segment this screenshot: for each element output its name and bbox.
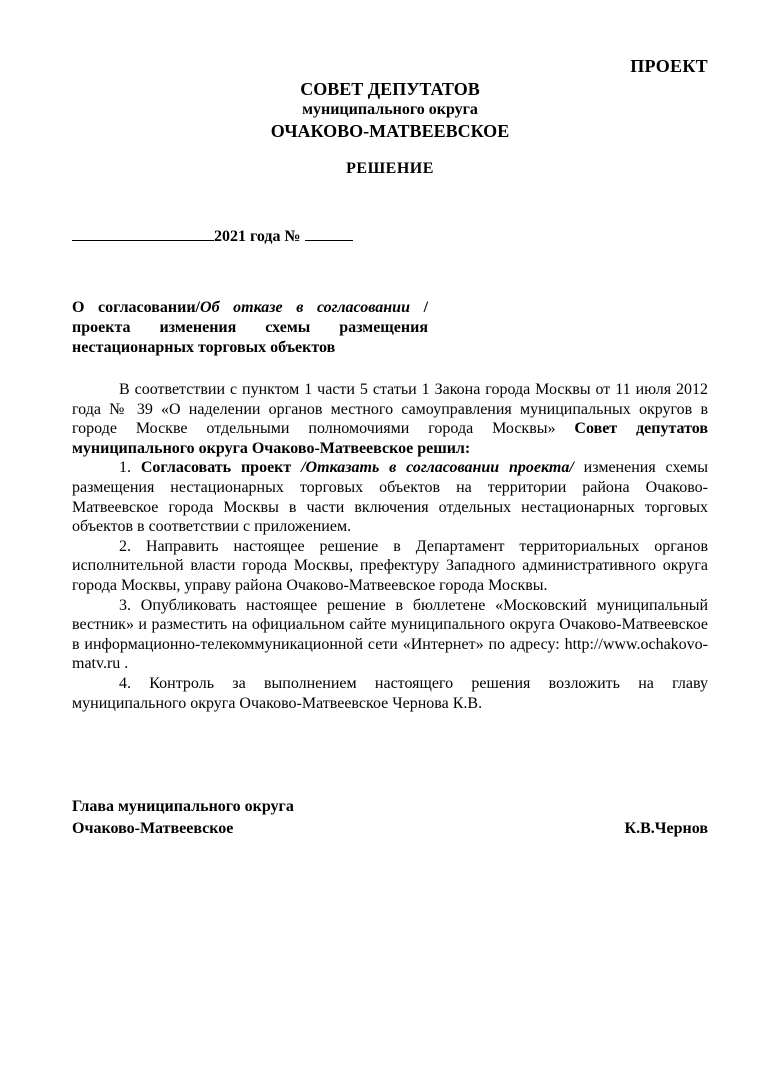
decision-subject [72,298,428,358]
item-1-text: изменения схемы размещения нестационарных торговых объектов на территории района Очаково-Матвеевское города Москвы в части включения отдельных нестационарных торговых объектов в соответствии с приложением. [72,459,709,536]
item-2-text: Направить настоящее решение в Департамент территориальных органов исполнительной власти города Москвы, префектуру Западного административного округа города Москвы, управу района Очаково-Матвеевское города Москвы. [72,537,709,594]
signatory-position-line-2: Очаково-Матвеевское [72,820,234,837]
signatory-position-line-1: Глава муниципального округа [72,798,294,815]
district-type: муниципального округа [302,101,478,118]
item-1 [72,458,708,536]
item-3-text: Опубликовать настоящее решение в бюллетене «Московский муниципальный вестник» и разместить на официальном сайте муниципального округа Очаково-Матвеевское в информационно-телекоммуникационной сети «Интернет» по адресу: http://www.ochakovo-matv.ru . [72,596,709,673]
item-4-number: 4. [119,674,150,692]
document-header [72,78,708,142]
year-text: 2021 года № [214,228,301,245]
date-number-line [72,226,353,247]
item-3 [72,596,708,674]
decision-title: РЕШЕНИЕ [346,160,434,177]
subject-part-2: Об отказе в согласовании [200,299,410,316]
district-name: ОЧАКОВО-МАТВЕЕВСКОЕ [270,121,510,141]
draft-stamp: ПРОЕКТ [630,56,708,76]
item-1-number: 1. [119,459,141,477]
date-blank [72,226,214,241]
preamble-resolution: Совет депутатов муниципального округа Очаково-Матвеевское решил: [72,420,709,457]
council-title: СОВЕТ ДЕПУТАТОВ [300,79,480,99]
preamble-paragraph [72,380,708,458]
item-4 [72,674,708,713]
item-4-text: Контроль за выполнением настоящего решения возложить на главу муниципального округа Очаково-Матвеевское Чернова К.В. [72,674,709,712]
preamble-text: В соответствии с пунктом 1 части 5 статьи 1 Закона города Москвы от 11 июля 2012 года № 39 «О наделении органов местного самоуправления муниципальных округов в городе Москве отдельными полномочиями города Москвы» [72,381,708,438]
signature-block [72,796,708,840]
subject-part-1: О согласовании/ [72,299,201,316]
item-1-refuse: /Отказать в согласовании проекта/ [301,459,574,477]
item-3-number: 3. [119,596,141,614]
item-2 [72,537,708,596]
item-2-number: 2. [119,537,146,555]
subject-part-3: / проекта изменения схемы размещения нестационарных торговых объектов [72,299,429,356]
decision-body [72,380,708,713]
item-1-approve: Согласовать проект [140,459,302,477]
number-blank [305,226,353,241]
signature-row [72,818,708,840]
signatory-name: К.В.Чернов [624,820,708,837]
